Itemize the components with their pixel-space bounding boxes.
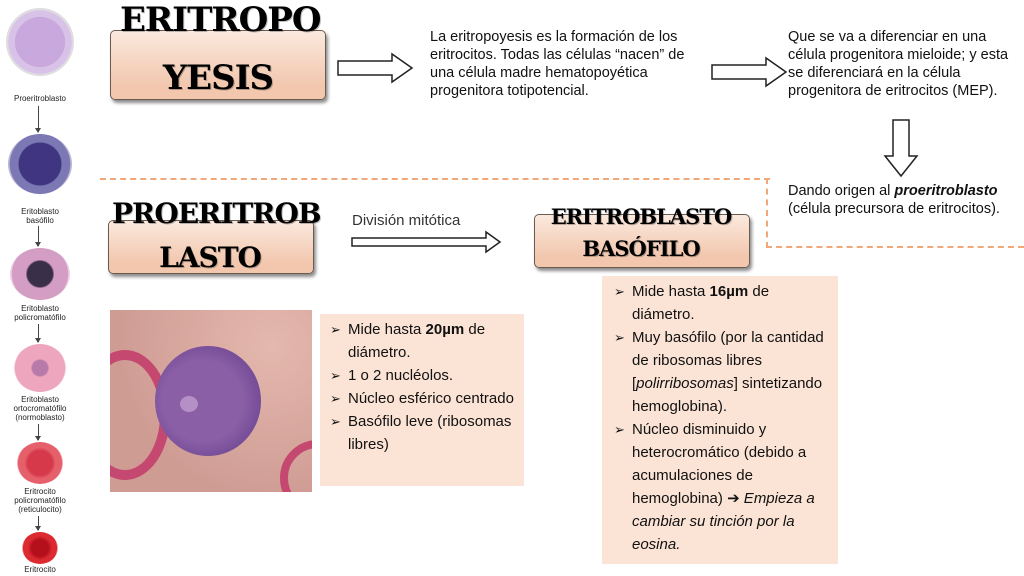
list-item: ➢ Muy basófilo (por la cantidad de ribosomas libres [polirribosomas] sintetizando hemoglobina).	[612, 326, 832, 418]
eritrocito-policromatofilo-cell-image	[17, 442, 63, 484]
proeritroblasto-title-line2: LASTO	[159, 241, 261, 274]
cell-label: Eritoblasto policromatófilo	[14, 304, 66, 322]
chevron-right-icon: ➢	[330, 414, 341, 429]
cell-label: Eritoblasto ortocromatófilo (normoblasto)	[13, 395, 67, 422]
chevron-right-icon: ➢	[330, 322, 341, 337]
cell-label: Proeritroblasto	[13, 94, 67, 103]
proeritroblasto-feature-list	[328, 318, 518, 456]
basofilo-features-box	[602, 276, 838, 564]
arrow-down-icon	[38, 226, 39, 246]
arrow-down-icon	[38, 106, 39, 132]
origin-emphasis: proeritroblasto	[894, 183, 998, 199]
proeritroblasto-features-box	[320, 314, 524, 486]
intro-paragraph: La eritropoyesis es la formación de los eritrocitos. Todas las células “nacen” de una célula madre hematopoyética progenitora totipotencial.	[430, 29, 685, 99]
list-item: ➢ Núcleo disminuido y heterocromático (debido a acumulaciones de hemoglobina) ➔ Empieza a cambiar su tinción por la eosina.	[612, 418, 832, 556]
eritroblasto-ortocromatofilo-cell-image	[14, 344, 66, 392]
division-label: División mitótica	[352, 212, 461, 229]
hollow-arrow-icon	[336, 52, 414, 84]
eritroblasto-basofilo-cell-image	[8, 134, 72, 194]
basofilo-title-line1: ERITROBLASTO	[550, 204, 732, 229]
list-item: ➢ Mide hasta 20µm de diámetro.	[328, 318, 518, 364]
eritropoyesis-title-line2: YESIS	[162, 58, 274, 98]
list-item: ➢ 1 o 2 nucléolos.	[328, 364, 518, 387]
chevron-right-icon: ➢	[330, 391, 341, 406]
basofilo-feature-list	[612, 280, 832, 556]
origin-suffix: (célula precursora de eritrocitos).	[788, 201, 1000, 217]
proeritroblasto-micrograph	[110, 310, 312, 492]
origin-paragraph	[788, 182, 1020, 218]
chevron-right-icon: ➢	[614, 330, 625, 345]
dashed-divider-vertical	[766, 178, 768, 248]
arrow-down-icon	[38, 516, 39, 530]
eritrocito-cell-image	[22, 532, 58, 564]
nucleolus	[180, 396, 198, 412]
cell-label: Eritoblasto basófilo	[21, 207, 59, 225]
list-item: ➢ Basófilo leve (ribosomas libres)	[328, 410, 518, 456]
eritropoyesis-title-line1: ERITROPO	[120, 0, 321, 40]
progenitor-paragraph: Que se va a diferenciar en una célula progenitora mieloide; y esta se diferenciará en la célula progenitora de eritrocitos (MEP).	[788, 29, 1009, 99]
chevron-right-icon: ➢	[614, 422, 625, 437]
list-item: ➢ Núcleo esférico centrado	[328, 387, 518, 410]
basofilo-title-line2: BASÓFILO	[582, 236, 700, 261]
hollow-arrow-down-icon	[883, 118, 919, 178]
cell-label: Eritrocito policromatófilo (reticulocito)	[14, 487, 66, 514]
chevron-right-icon: ➢	[614, 284, 625, 299]
dashed-divider	[100, 178, 770, 180]
origin-prefix: Dando origen al	[788, 183, 895, 199]
list-item: ➢ Mide hasta 16µm de diámetro.	[612, 280, 832, 326]
chevron-right-icon: ➢	[330, 368, 341, 383]
dashed-divider-right	[766, 246, 1024, 248]
eritroblasto-policromatofilo-cell-image	[10, 248, 70, 300]
cell-label: Eritrocito	[24, 565, 56, 574]
proeritroblasto-cell-image	[8, 10, 72, 74]
hollow-arrow-icon	[350, 230, 502, 254]
blast-cell	[155, 346, 261, 456]
arrow-right-icon: ➔	[727, 490, 740, 507]
proeritroblasto-title-line1: PROERITROB	[112, 197, 321, 230]
hollow-arrow-icon	[710, 56, 788, 88]
arrow-down-icon	[38, 324, 39, 342]
arrow-down-icon	[38, 424, 39, 440]
